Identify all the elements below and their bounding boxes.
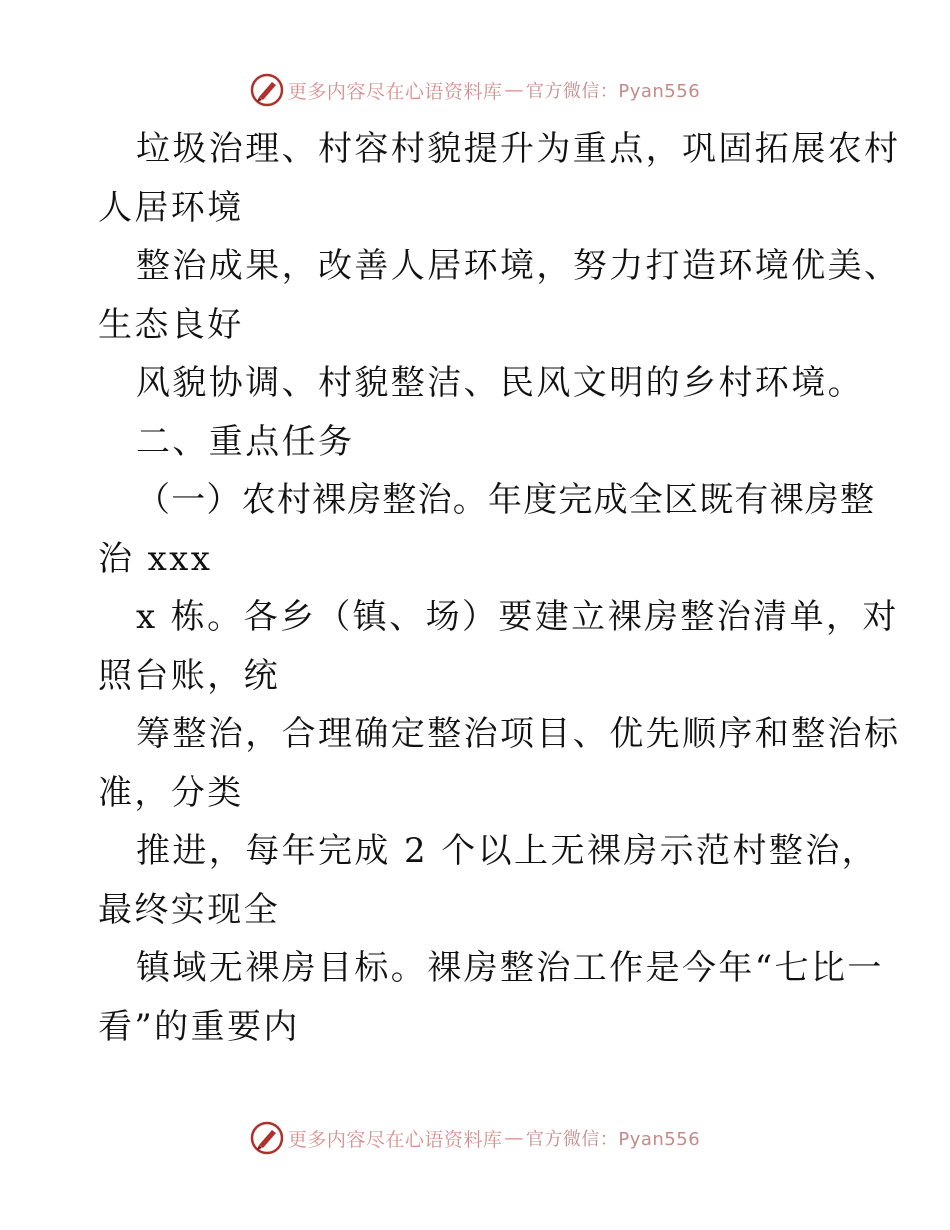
- text-line: 照台账，统: [98, 655, 280, 696]
- text-line: 垃圾治理、村容村貌提升为重点，巩固拓展农村: [136, 129, 901, 169]
- text-line: 推进，每年完成 2 个以上无裸房示范村整治，: [136, 831, 879, 871]
- watermark-main-text: 更多内容尽在心语资料库: [287, 80, 503, 103]
- watermark-wechat-text: 官方微信：Pyan556: [525, 81, 701, 102]
- text-line: x 栋。各乡（镇、场）要建立裸房整治清单，对: [136, 597, 899, 637]
- text-line: 筹整治，合理确定整治项目、优先顺序和整治标: [136, 714, 901, 754]
- section-heading: 二、重点任务: [136, 421, 355, 462]
- watermark-dash: —: [504, 1127, 524, 1149]
- header-watermark: [0, 70, 950, 110]
- pen-logo-icon: [250, 73, 284, 107]
- watermark-wechat-text: 官方微信：Pyan556: [525, 1129, 701, 1150]
- text-line: 治 xxx: [98, 538, 213, 579]
- document-body: [98, 120, 901, 1056]
- pen-logo-icon: [250, 1121, 284, 1155]
- text-line: 整治成果，改善人居环境，努力打造环境优美、: [136, 246, 901, 286]
- text-line: 人居环境: [98, 187, 244, 228]
- text-line: 生态良好: [98, 304, 244, 345]
- text-line: （一）农村裸房整治。年度完成全区既有裸房整: [136, 480, 876, 520]
- text-line: 准，分类: [98, 772, 244, 813]
- text-line: 看”的重要内: [98, 1006, 300, 1047]
- text-line: 镇域无裸房目标。裸房整治工作是今年“七比一: [136, 948, 884, 988]
- text-line: 最终实现全: [98, 889, 280, 930]
- text-line: 风貌协调、村貌整洁、民风文明的乡村环境。: [136, 363, 864, 403]
- watermark-dash: —: [504, 79, 524, 101]
- watermark-main-text: 更多内容尽在心语资料库: [287, 1128, 503, 1151]
- footer-watermark: [0, 1118, 950, 1158]
